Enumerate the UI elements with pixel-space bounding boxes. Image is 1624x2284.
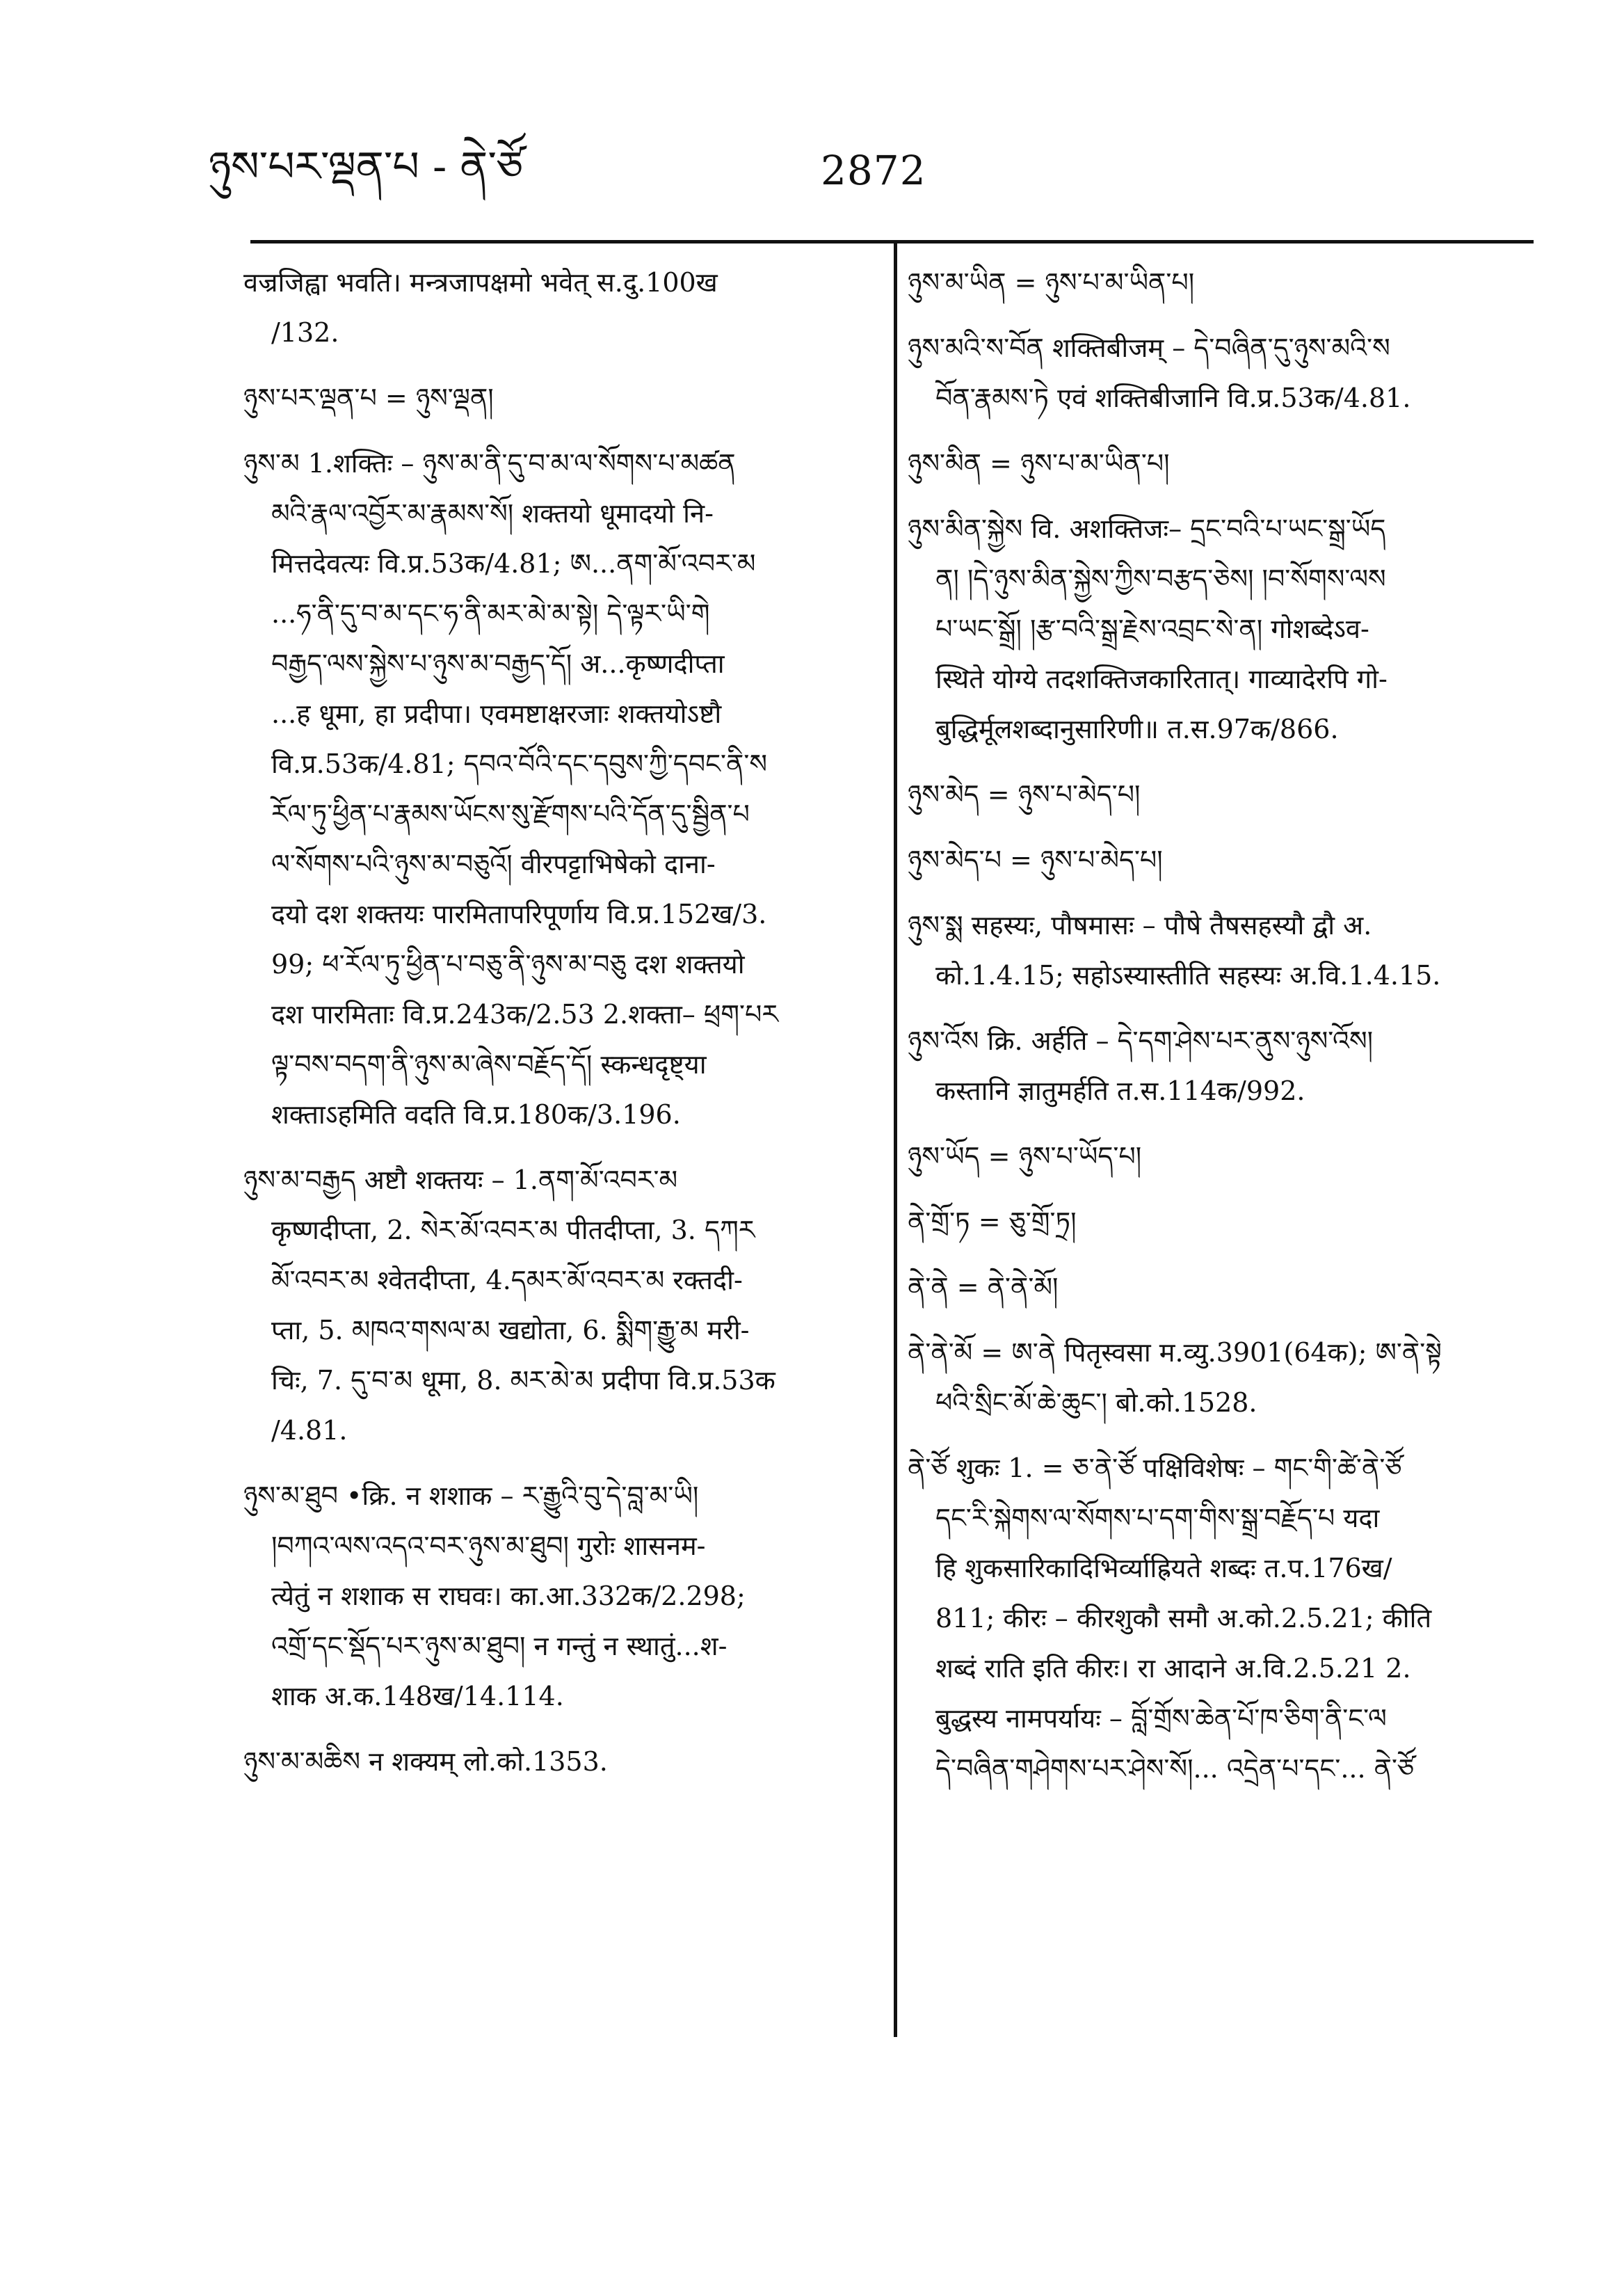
entry-line: བོན་རྣམས་ཏེ एवं शक्तिबीजानि वि.प्र.53क/4.81. (935, 383, 1411, 413)
entry-line: དང་རི་སྐེགས་ལ་སོགས་པ་དག་གིས་སྒྲ་བརྗོད་པ यदा (935, 1503, 1380, 1533)
dictionary-entry (908, 1016, 1537, 1116)
entry-line: शाक अ.क.148ख/14.114. (271, 1681, 564, 1711)
entry-line: बुद्धस्य नामपर्यायः – བློ་གྲོས་ཆེན་པོ་ཁ་ཅིག་ནི་ང་ལ (935, 1703, 1387, 1734)
dictionary-entry (908, 1197, 1537, 1247)
dictionary-entry (243, 257, 869, 358)
entry-line: ནེ་ནེ་མོ = ཨ་ནེ पितृस्वसा म.व्यु.3901(64क); ཨ་ནེ་སྟེ (908, 1337, 1442, 1368)
entry-line: མའི་རྣལ་འབྱོར་མ་རྣམས་སོ། शक्तयो धूमादयो नि- (271, 498, 714, 529)
entry-line: ཉུས་འོས क्रि. अर्हति – དེ་དག་ཤེས་པར་ནུས་ཉུས་འོས། (908, 1025, 1374, 1056)
entry-line: वज्रजिह्वा भवति। मन्त्रजापक्षमो भवेत् स.दु.100ख (243, 267, 718, 298)
dictionary-entry (243, 373, 869, 423)
dictionary-entry (908, 438, 1537, 488)
entry-line: शब्दं राति इति कीरः। रा आदाने अ.वि.2.5.21 2. (935, 1653, 1411, 1684)
entry-line: वि.प्र.53क/4.81; དབའ་བོའི་དང་དབུས་ཀྱི་དབང་ནི་ས (271, 749, 768, 779)
entry-line: བརྒྱད་ལས་སྐྱེས་པ་ཉུས་མ་བརྒྱད་དོ། अ...कृष्णदीप्ता (271, 648, 725, 679)
header-rule (250, 240, 1534, 243)
entry-line: को.1.4.15; सहोऽस्यास्तीति सहस्यः अ.वि.1.4.15. (935, 960, 1441, 991)
dictionary-entry (908, 1443, 1537, 1794)
dictionary-entry (908, 1262, 1537, 1312)
dictionary-entry (908, 323, 1537, 423)
dictionary-entry (243, 1736, 869, 1787)
entry-line: ཉུས་སྨ सहस्यः, पौषमासः – पौषे तैषसहस्यौ द्वौ अ. (908, 910, 1372, 941)
entry-line: ན། །དེ་ཉུས་མིན་སྐྱེས་ཀྱིས་བརྩད་ཅེས། །བ་སོགས་ལས (935, 564, 1386, 594)
entry-line: ཉུས་མེད་པ = ཉུས་པ་མེད་པ། (908, 845, 1163, 875)
entry-line: ཉུས་མིན་སྐྱེས वि. अशक्तिजः– དྲང་བའི་པ་ཡང་སྒྲ་ཡོད (908, 513, 1386, 544)
entry-line: दश पारमिताः वि.प्र.243क/2.53 2.शक्ता– ཕྲག་པར (271, 999, 779, 1030)
dictionary-entry (908, 1131, 1537, 1181)
entry-line: मित्तदेवत्यः वि.प्र.53क/4.81; ཨ...ནག་མོ་འབར་མ (271, 548, 756, 579)
entry-line: प्ता, 5. མཁའ་གསལ་མ खद्योता, 6. སྨིག་རྒྱུ་མ मरी- (271, 1315, 750, 1345)
entry-line: हि शुकसारिकादिभिर्व्याह्रियते शब्दः त.प.176ख/ (935, 1553, 1392, 1583)
entry-line: ཉུས་ཡོད = ཉུས་པ་ཡོད་པ། (908, 1141, 1142, 1172)
dictionary-entry (243, 438, 869, 1140)
right-column (908, 257, 1537, 1809)
entry-line: ཉུས་མ་ཡིན = ཉུས་པ་མ་ཡིན་པ། (908, 267, 1195, 298)
entry-line: མོ་འབར་མ श्वेतदीप्ता, 4.དམར་མོ་འབར་མ रक्तदी- (271, 1265, 743, 1295)
entry-line: ཉུས་མ་ཐུབ •क्रि. न शशाक – ར་རྒྱུའི་བུ་དེ་བླ་མ་ཡི། (243, 1480, 699, 1511)
entry-line: ...ह धूमा, हा प्रदीपा। एवमष्टाक्षरजाः शक्तयोऽष्टौ (271, 698, 722, 729)
dictionary-entry (243, 1471, 869, 1721)
entry-line: ...ཧ་ནི་དུ་བ་མ་དང་ཧ་ནི་མར་མེ་མ་སྟེ། དེ་ལྟར་ཡི་གེ (271, 598, 710, 629)
dictionary-entry (243, 1155, 869, 1455)
entry-line: རོལ་ཏུ་ཕྱིན་པ་རྣམས་ཡོངས་སུ་རྫོགས་པའི་དོན་དུ་སྦྱིན་པ (271, 799, 750, 829)
entry-line: स्थिते योग्ये तदशक्तिजकारितात्। गाव्यादेरपि गो- (935, 664, 1388, 694)
entry-line: ཉུས་པར་ལྡན་པ = ཉུས་ལྡན། (243, 383, 494, 413)
entry-line: त्येतुं न शशाक स राघवः। का.आ.332क/2.298; (271, 1581, 746, 1611)
entry-line: /132. (271, 317, 339, 348)
dictionary-entry (908, 1327, 1537, 1428)
entry-line: ཉུས་མ་བརྒྱད अष्टौ शक्तयः – 1.ནག་མོ་འབར་མ (243, 1165, 678, 1195)
running-head: ཉུས་པར་ལྡན་པ - ནེ་ཙོ (209, 143, 524, 191)
entry-line: ལ་སོགས་པའི་ཉུས་མ་བཅུའོ། वीरपट्टाभिषेको दाना- (271, 849, 716, 879)
entry-line: པ་ཡང་སྒྲོ། །རྩ་བའི་སྒྲ་རྗེས་འབྲང་སེ་ན། गोशब्देऽव- (935, 614, 1369, 644)
dictionary-entry (908, 835, 1537, 885)
entry-line: बुद्धिर्मूलशब्दानुसारिणी॥ त.स.97क/866. (935, 714, 1339, 744)
dictionary-entry (908, 504, 1537, 754)
entry-line: ལྟ་བས་བདག་ནི་ཉུས་མ་ཞེས་བརྗོད་དོ། स्कन्धदृष्ट्या (271, 1049, 707, 1080)
entry-line: 811; कीरः – कीरशुकौ समौ अ.को.2.5.21; कीति (935, 1603, 1432, 1634)
entry-line: ཉུས་མ 1.शक्तिः – ཉུས་མ་ནི་དུ་བ་མ་ལ་སོགས་པ་མཚན (243, 448, 736, 479)
entry-line: འགྲོ་དང་སྡོད་པར་ཉུས་མ་ཐུབ། न गन्तुं न स्थातुं...श- (271, 1631, 727, 1661)
entry-line: कस्तानि ज्ञातुमर्हति त.स.114क/992. (935, 1076, 1305, 1106)
entry-line: ཉུས་མིན = ཉུས་པ་མ་ཡིན་པ། (908, 448, 1170, 479)
dictionary-entry (908, 769, 1537, 820)
entry-line: ནེ་ཙོ शुकः 1. = ཅ་ནེ་ཙོ पक्षिविशेषः – གང་གི་ཚེ་ནེ་ཙོ (908, 1453, 1402, 1483)
entry-line: शक्ताऽहमिति वदति वि.प्र.180क/3.196. (271, 1099, 681, 1130)
entry-line: ཉུས་མའི་ས་བོན शक्तिबीजम् – དེ་བཞིན་དུ་ཉུས་མའི་ས (908, 333, 1390, 363)
entry-line: དེ་བཞིན་གཤེགས་པར་ཤེས་སོ།... འདྲེན་པ་དང་... ནེ་ཙོ (935, 1753, 1415, 1784)
dictionary-entry (908, 257, 1537, 308)
entry-line: ཉུས་མེད = ཉུས་པ་མེད་པ། (908, 779, 1141, 810)
entry-line: कृष्णदीप्ता, 2. སེར་མོ་འབར་མ पीतदीप्ता, 3. དཀར (271, 1215, 755, 1245)
entry-line: 99; ཕ་རོལ་ཏུ་ཕྱིན་པ་བཅུ་ནི་ཉུས་མ་བཅུ दश शक्तयो (271, 949, 745, 980)
entry-line: ནེ་གྲོ་ཏ = ཅུ་གྲོ་ཏྲ། (908, 1206, 1077, 1237)
page-number: 2872 (821, 147, 926, 194)
entry-line: /4.81. (271, 1415, 348, 1446)
entry-line: चिः, 7. དུ་བ་མ धूमा, 8. མར་མེ་མ प्रदीपा वि.प्र.53क (271, 1365, 775, 1396)
entry-line: ཕའི་སྲིང་མོ་ཆེ་ཆུང་། बो.को.1528. (935, 1387, 1257, 1418)
entry-line: ནེ་ནེ = ནེ་ནེ་མོ། (908, 1272, 1059, 1302)
column-divider (894, 242, 897, 2037)
entry-line: दयो दश शक्तयः पारमितापरिपूर्णाय वि.प्र.152ख/3. (271, 899, 767, 929)
entry-line: །བཀའ་ལས་འདའ་བར་ཉུས་མ་ཐུབ། गुरोः शासनम- (271, 1531, 706, 1561)
dictionary-entry (908, 900, 1537, 1000)
left-column (243, 257, 869, 1802)
entry-line: ཉུས་མ་མཆིས न शक्यम् लो.को.1353. (243, 1746, 608, 1777)
